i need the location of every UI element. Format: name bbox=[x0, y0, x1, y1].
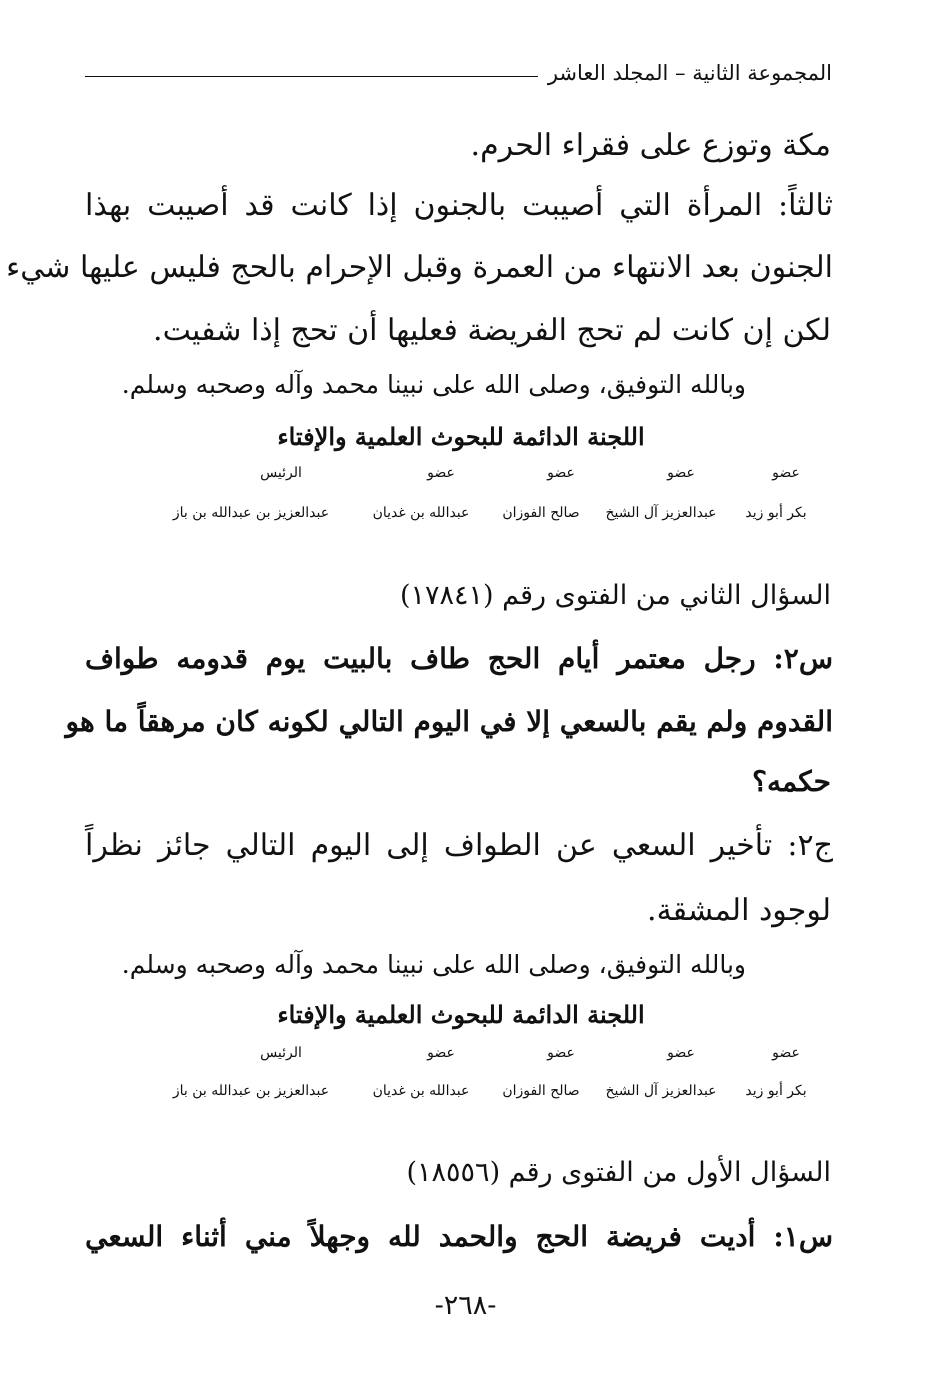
signatory-role: عضو bbox=[772, 465, 800, 481]
header-rule bbox=[85, 76, 538, 77]
header-title: المجموعة الثانية – المجلد العاشر bbox=[547, 61, 832, 85]
signatory-name: بكر أبو زيد bbox=[745, 1083, 807, 1099]
answer-line: ج٢: تأخير السعي عن الطواف إلى اليوم التالي جائز نظراً bbox=[85, 828, 833, 863]
signatory-name: عبدالعزيز بن عبدالله بن باز bbox=[172, 505, 330, 521]
signatory-name: عبدالله بن غديان bbox=[372, 1083, 470, 1099]
signatory-names bbox=[121, 505, 821, 521]
paragraph-line: الجنون بعد الانتهاء من العمرة وقبل الإحرام بالحج فليس عليها شيء bbox=[6, 250, 833, 285]
paragraph-line: ثالثاً: المرأة التي أصيبت بالجنون إذا كانت قد أصيبت بهذا bbox=[85, 188, 833, 223]
signatory-name: عبدالعزيز بن عبدالله بن باز bbox=[172, 1083, 330, 1099]
paragraph-line: مكة وتوزع على فقراء الحرم. bbox=[470, 128, 831, 163]
signatory-role: عضو bbox=[772, 1045, 800, 1061]
closing-formula: وبالله التوفيق، وصلى الله على نبينا محمد وآله وصحبه وسلم. bbox=[121, 950, 746, 979]
signatory-role: عضو bbox=[547, 465, 575, 481]
signatory-name: صالح الفوزان bbox=[502, 1083, 580, 1099]
signatory-role: عضو bbox=[427, 1045, 455, 1061]
signatory-name: صالح الفوزان bbox=[502, 505, 580, 521]
page-number: -٢٦٨- bbox=[434, 1290, 497, 1321]
committee-name: اللجنة الدائمة للبحوث العلمية والإفتاء bbox=[277, 422, 645, 451]
fatwa-heading: السؤال الثاني من الفتوى رقم (١٧٨٤١) bbox=[399, 580, 831, 611]
signatory-names bbox=[121, 1083, 821, 1099]
question-line: القدوم ولم يقم بالسعي إلا في اليوم التالي لكونه كان مرهقاً ما هو bbox=[65, 705, 833, 738]
paragraph-line: لكن إن كانت لم تحج الفريضة فعليها أن تحج إذا شفيت. bbox=[153, 313, 831, 348]
answer-line: لوجود المشقة. bbox=[647, 893, 831, 928]
signatory-name: بكر أبو زيد bbox=[745, 505, 807, 521]
question-line: س١: أديت فريضة الحج والحمد لله وجهلاً مني أثناء السعي bbox=[85, 1220, 833, 1253]
running-header bbox=[85, 56, 832, 90]
committee-name: اللجنة الدائمة للبحوث العلمية والإفتاء bbox=[277, 1000, 645, 1029]
signatory-role: عضو bbox=[667, 1045, 695, 1061]
signatory-role: الرئيس bbox=[260, 465, 302, 481]
closing-formula: وبالله التوفيق، وصلى الله على نبينا محمد وآله وصحبه وسلم. bbox=[121, 370, 746, 399]
signatory-role: عضو bbox=[427, 465, 455, 481]
signatory-roles bbox=[121, 1045, 821, 1061]
signatory-name: عبدالعزيز آل الشيخ bbox=[605, 505, 717, 521]
question-line: حكمه؟ bbox=[752, 765, 831, 798]
signatory-role: الرئيس bbox=[260, 1045, 302, 1061]
question-line: س٢: رجل معتمر أيام الحج طاف بالبيت يوم قدومه طواف bbox=[85, 642, 833, 675]
signatory-name: عبدالعزيز آل الشيخ bbox=[605, 1083, 717, 1099]
signatory-role: عضو bbox=[547, 1045, 575, 1061]
fatwa-heading: السؤال الأول من الفتوى رقم (١٨٥٥٦) bbox=[406, 1157, 831, 1188]
signatory-name: عبدالله بن غديان bbox=[372, 505, 470, 521]
signatory-role: عضو bbox=[667, 465, 695, 481]
signatory-roles bbox=[121, 465, 821, 481]
